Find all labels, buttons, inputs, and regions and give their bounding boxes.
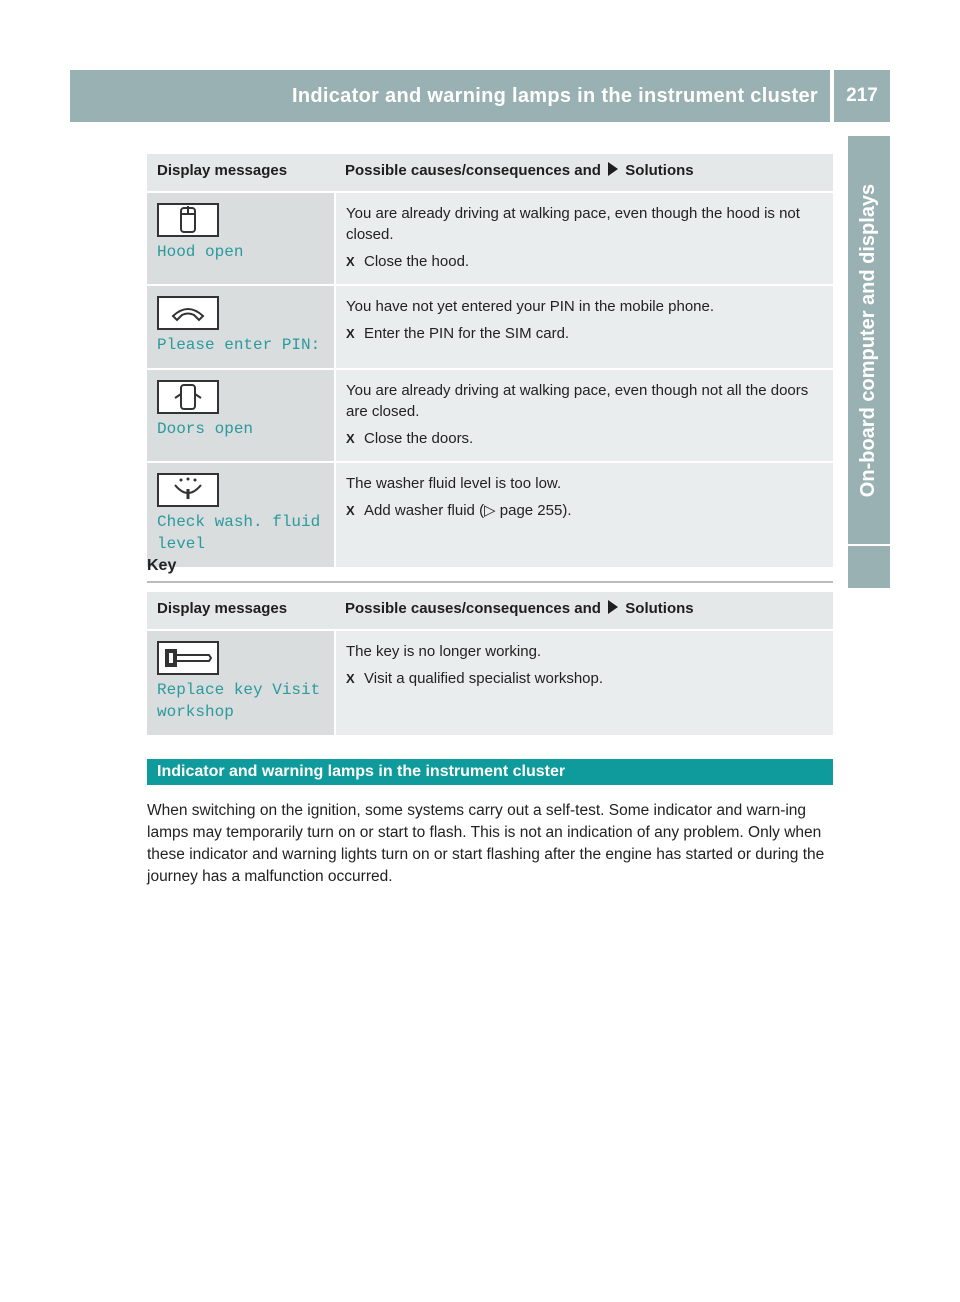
table-row xyxy=(147,369,833,462)
side-tab xyxy=(848,136,890,544)
display-cell xyxy=(147,285,335,369)
key-section-divider xyxy=(147,581,833,583)
side-tab-label: On-board computer and displays xyxy=(857,183,880,497)
cause-text: You are already driving at walking pace, even though not all the doors are closed. xyxy=(346,382,809,420)
section-heading: Indicator and warning lamps in the instrument cluster xyxy=(147,759,833,785)
display-cell xyxy=(147,462,335,567)
display-message: Please enter PIN: xyxy=(157,336,321,354)
solution-text: Close the doors. xyxy=(364,430,474,447)
display-messages-table xyxy=(147,154,833,567)
table-row xyxy=(147,630,833,735)
table-row xyxy=(147,192,833,285)
solution-item xyxy=(346,251,823,272)
hood-open-icon xyxy=(157,203,219,237)
description-cell xyxy=(335,285,833,369)
action-icon: X xyxy=(346,503,355,518)
header-solutions-label: Solutions xyxy=(625,162,694,179)
cause-text: The washer fluid level is too low. xyxy=(346,475,562,492)
action-icon: X xyxy=(346,431,355,446)
action-icon: X xyxy=(346,326,355,341)
header-causes-label: Possible causes/consequences and xyxy=(345,162,601,179)
cause-text: The key is no longer working. xyxy=(346,643,542,660)
column-header-display: Display messages xyxy=(147,154,335,192)
action-icon: X xyxy=(346,671,355,686)
header-solutions-label: Solutions xyxy=(625,600,694,617)
arrow-icon xyxy=(608,162,618,176)
solution-text: Visit a qualified specialist workshop. xyxy=(364,670,604,687)
key-section-label: Key xyxy=(147,557,177,574)
display-message: Doors open xyxy=(157,420,254,438)
table-row xyxy=(147,462,833,567)
arrow-icon xyxy=(608,600,618,614)
cause-text: You are already driving at walking pace, even though the hood is not closed. xyxy=(346,205,800,243)
display-message: Check wash. fluid level xyxy=(157,513,321,553)
action-icon: X xyxy=(346,254,355,269)
column-header-solutions xyxy=(335,154,833,192)
doors-open-icon xyxy=(157,380,219,414)
display-cell xyxy=(147,630,335,735)
key-icon xyxy=(157,641,219,675)
column-header-solutions xyxy=(335,592,833,630)
header-causes-label: Possible causes/consequences and xyxy=(345,600,601,617)
display-message: Replace key Visit workshop xyxy=(157,681,321,721)
description-cell xyxy=(335,192,833,285)
solution-text: Enter the PIN for the SIM card. xyxy=(364,325,570,342)
solution-text: Add washer fluid (▷ page 255). xyxy=(364,502,572,519)
page-number-box xyxy=(834,70,890,122)
column-header-display: Display messages xyxy=(147,592,335,630)
display-cell xyxy=(147,192,335,285)
phone-icon xyxy=(157,296,219,330)
description-cell xyxy=(335,462,833,567)
page-header xyxy=(70,70,830,122)
solution-item xyxy=(346,668,823,689)
page-header-title: Indicator and warning lamps in the instrument cluster xyxy=(292,84,818,107)
cause-text: You have not yet entered your PIN in the mobile phone. xyxy=(346,298,715,315)
page-number: 217 xyxy=(846,85,878,106)
key-messages-table xyxy=(147,592,833,735)
display-cell xyxy=(147,369,335,462)
washer-fluid-icon xyxy=(157,473,219,507)
side-tab-marker xyxy=(848,546,890,588)
description-cell xyxy=(335,369,833,462)
table-row xyxy=(147,285,833,369)
solution-item xyxy=(346,500,823,521)
description-cell xyxy=(335,630,833,735)
solution-text: Close the hood. xyxy=(364,253,470,270)
solution-item xyxy=(346,323,823,344)
section-body-text: When switching on the ignition, some systems carry out a self-test. Some indicator and warn-ing lamps may temporarily turn on or start to flash. This is not an indication of any problem. Only when these indicator and warning lights turn on or start flashing after the engine has started or during the journey has a malfunction occurred. xyxy=(147,802,825,885)
solution-item xyxy=(346,428,823,449)
display-message: Hood open xyxy=(157,243,244,261)
